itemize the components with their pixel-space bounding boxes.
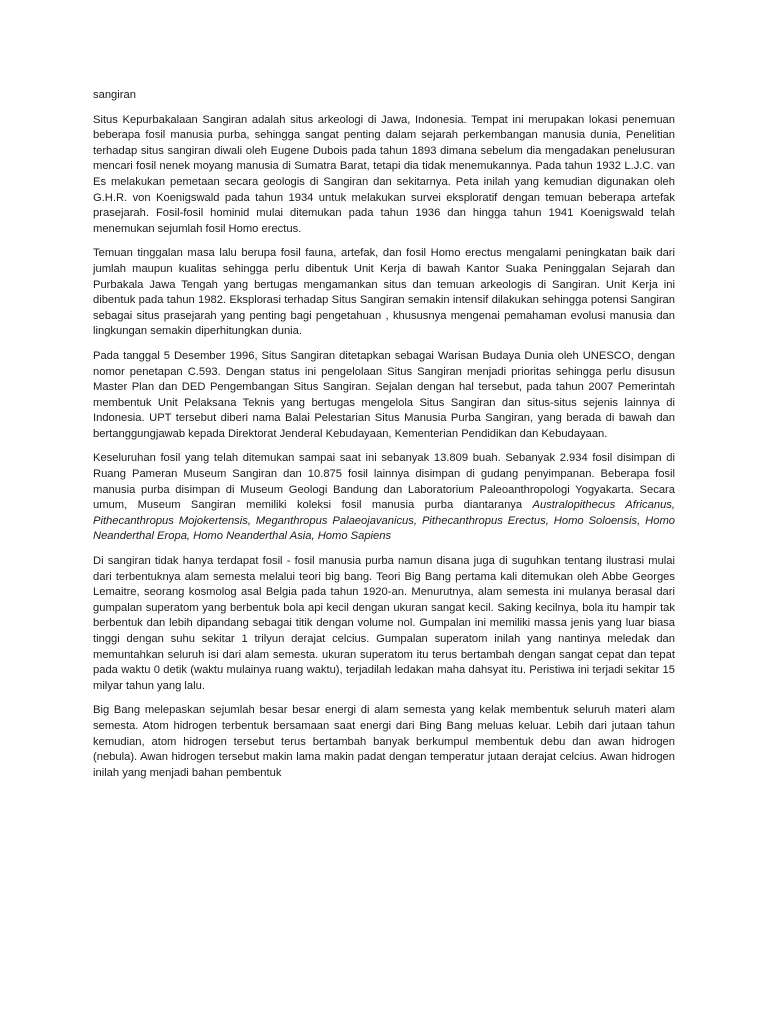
fossils-text: Keseluruhan fosil yang telah ditemukan sampai saat ini sebanyak 13.809 buah. Sebanyak 2.934 fosil disimpan di Ruang Pameran Museum Sangiran dan 10.875 fosil lainnya disimpan di gudang penyimpanan. Beberapa fosil manusia purba disimpan di Museum Geologi Bandung dan Laboratorium Paleoanthropologi Yogyakarta. Secara umum, Museum Sangiran memiliki koleksi fosil manusia purba diantaranya xyxy=(93,452,675,512)
document-heading: sangiran xyxy=(93,89,136,101)
species-list: Australopithecus Africanus, Pithecanthropus Mojokertensis, Meganthropus Palaeojavanicus, Pithecanthropus Erectus, Homo Soloensis, Homo Neanderthal Eropa, Homo Neanderthal Asia, Homo Sapiens xyxy=(93,499,675,543)
paragraph-intro: Situs Kepurbakalaan Sangiran adalah situs arkeologi di Jawa, Indonesia. Tempat ini merupakan lokasi penemuan beberapa fosil manusia purba, sehingga sangat penting dalam sejarah perkembangan manusia dunia, Penelitian terhadap situs sangiran diwali oleh Eugene Dubois pada tahun 1893 dimana sebelum dia mengadakan penelusuran mencari fosil nenek moyang manusia di Sumatra Barat, tetapi dia tidak menemukannya. Pada tahun 1932 L.J.C. van Es melakukan pemetaan secara geologis di Sangiran dan sekitarnya. Peta inilah yang kemudian digunakan oleh G.H.R. von Koenigswald pada tahun 1934 untuk melakukan survei eksploratif dengan temuan beberapa artefak prasejarah. Fosil-fosil hominid mulai ditemukan pada tahun 1936 dan hingga tahun 1941 Koenigswald telah menemukan sejumlah fosil Homo erectus. xyxy=(93,113,675,235)
paragraph-hydrogen: Big Bang melepaskan sejumlah besar besar energi di alam semesta yang kelak membentuk seluruh materi alam semesta. Atom hidrogen terbentuk bersamaan saat energi dari Bing Bang meluas keluar. Lebih dari jutaan tahun kemudian, atom hidrogen tersebut terus bertambah banyak berkumpul membentuk debu dan awan hidrogen (nebula). Awan hidrogen tersebut makin lama makin padat dengan temperatur jutaan derajat celcius. Awan hidrogen inilah yang menjadi bahan pembentuk xyxy=(93,704,675,779)
paragraph-findings: Temuan tinggalan masa lalu berupa fosil fauna, artefak, dan fosil Homo erectus mengalami peningkatan baik dari jumlah maupun kualitas sehingga perlu dibentuk Unit Kerja di bawah Kantor Suaka Peninggalan Sejarah dan Purbakala Jawa Tengah yang bertugas mengamankan situs dan temuan arkeologis di Sangiran. Unit Kerja ini dibentuk pada tahun 1982. Eksplorasi terhadap Situs Sangiran semakin intensif dilakukan sehingga potensi Sangiran sebagai situs prasejarah yang penting bagi pengetahuan , khususnya mengenai pemahaman evolusi manusia dan lingkungan semakin diperhitungkan dunia. xyxy=(93,247,675,338)
paragraph-fossils xyxy=(93,451,675,545)
paragraph-big-bang: Di sangiran tidak hanya terdapat fosil - fosil manusia purba namun disana juga di suguhkan tentang ilustrasi mulai dari terbentuknya alam semesta melalui teori big bang. Teori Big Bang pertama kali ditemukan oleh Abbe Georges Lemaitre, seorang kosmolog asal Belgia pada tahun 1920-an. Menurutnya, alam semesta ini mulanya berasal dari gumpalan superatom yang berbentuk bola api kecil dengan ukuran sangat kecil. Saking kecilnya, bola itu hampir tak berbentuk dan lebih dipandang sebagai titik dengan volume nol. Gumpalan ini memiliki massa jenis yang luar biasa tinggi dengan suhu sekitar 1 trilyun derajat celcius. Gumpalan superatom inilah yang nantinya meledak dan memuntahkan seluruh isi dari alam semesta. ukuran superatom itu terus bertambah dengan sangat cepat dan tepat pada waktu 0 detik (waktu mulainya ruang waktu), terjadilah ledakan maha dahsyat itu. Peristiwa ini terjadi sekitar 15 milyar tahun yang lalu. xyxy=(93,555,675,692)
document-page xyxy=(93,88,675,790)
paragraph-unesco: Pada tanggal 5 Desember 1996, Situs Sangiran ditetapkan sebagai Warisan Budaya Dunia oleh UNESCO, dengan nomor penetapan C.593. Dengan status ini pengelolaan Situs Sangiran menjadi prioritas sehingga perlu disusun Master Plan dan DED Pengembangan Situs Sangiran. Sejalan dengan hal tersebut, pada tahun 2007 Pemerintah membentuk Unit Pelaksana Teknis yang bertugas mengelola Situs Sangiran dan situs-situs sejenis lainnya di Indonesia. UPT tersebut diberi nama Balai Pelestarian Situs Manusia Purba Sangiran, yang berada di bawah dan bertanggungjawab kepada Direktorat Jenderal Kebudayaan, Kementerian Pendidikan dan Kebudayaan. xyxy=(93,349,675,440)
